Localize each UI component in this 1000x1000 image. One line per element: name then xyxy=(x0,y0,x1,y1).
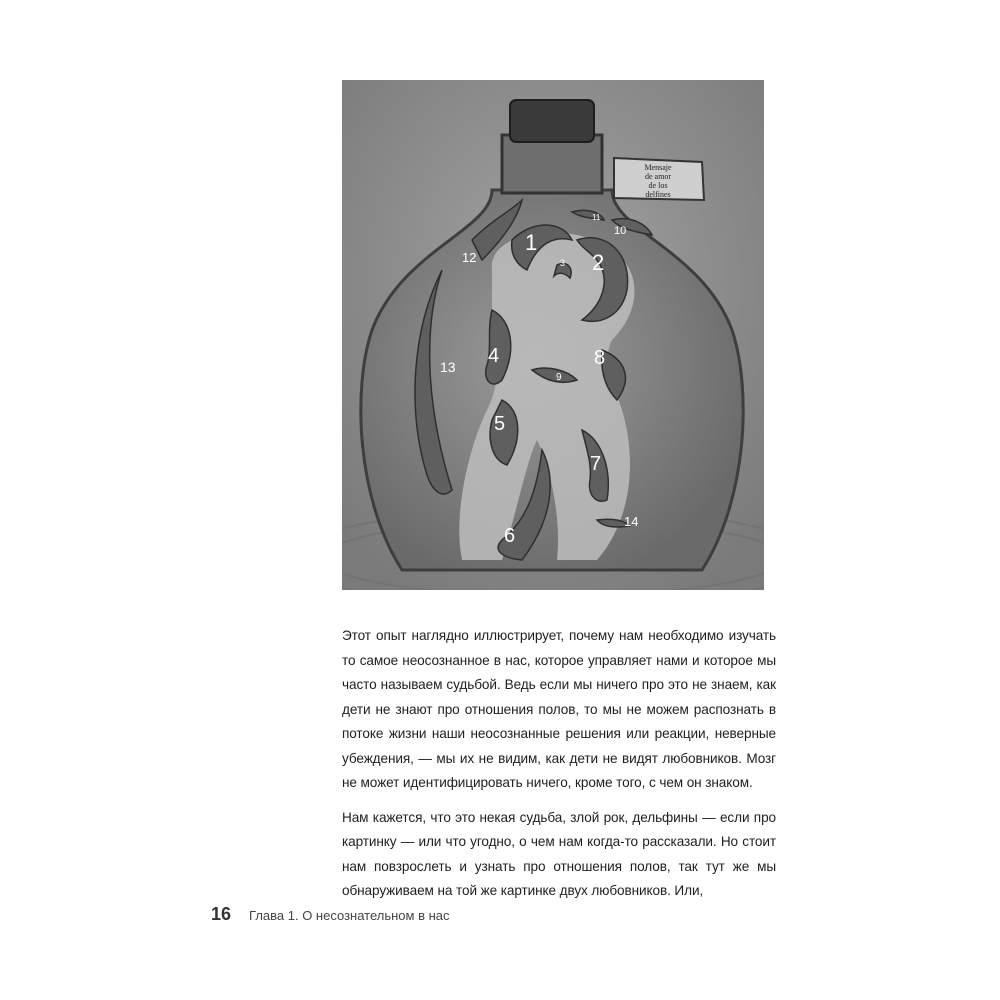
jar-neck xyxy=(502,135,602,193)
bottle-label xyxy=(614,158,704,200)
svg-text:delfines: delfines xyxy=(645,190,671,199)
svg-text:1: 1 xyxy=(525,230,538,255)
svg-text:de los: de los xyxy=(648,181,668,190)
svg-text:6: 6 xyxy=(504,525,516,547)
page-footer xyxy=(211,904,450,925)
svg-text:11: 11 xyxy=(592,213,601,222)
cork xyxy=(510,100,594,142)
svg-text:de amor: de amor xyxy=(645,172,671,181)
svg-text:14: 14 xyxy=(624,514,639,529)
body-text xyxy=(342,624,776,914)
svg-text:13: 13 xyxy=(440,359,456,375)
svg-text:5: 5 xyxy=(494,413,506,435)
dolphins-illustration xyxy=(342,80,764,590)
svg-text:7: 7 xyxy=(590,453,602,475)
svg-text:12: 12 xyxy=(462,250,477,265)
svg-text:9: 9 xyxy=(556,372,562,383)
svg-text:10: 10 xyxy=(614,225,627,237)
paragraph-2: Нам кажется, что это некая судьба, злой рок, дельфины — если про картинку — или что угодно, о чем нам когда-то рассказали. Но стоит нам повзрослеть и узнать про отношения полов, так тут же мы обнаруживаем на той же картинке двух любовников. Или, xyxy=(342,809,776,898)
svg-text:Mensaje: Mensaje xyxy=(644,163,672,172)
paragraph-1: Этот опыт наглядно иллюстрирует, почему нам необходимо изучать то самое неосознанное в нас, которое управляет нами и которое мы часто называем судьбой. Ведь если мы ничего про это не знаем, как дети не знают про отношения полов, то мы не можем распознать в потоке жизни наши неосознанные решения или реакции, неверные убеждения, — мы их не видим, как дети не видят любовников. Мозг не может идентифицировать ничего, кроме того, с чем он знаком. xyxy=(342,628,776,790)
svg-text:8: 8 xyxy=(594,347,606,369)
svg-text:3: 3 xyxy=(560,258,566,268)
svg-text:4: 4 xyxy=(488,345,500,367)
svg-text:2: 2 xyxy=(592,250,605,275)
page-number: 16 xyxy=(211,904,232,924)
running-head: Глава 1. О несознательном в нас xyxy=(249,908,450,923)
